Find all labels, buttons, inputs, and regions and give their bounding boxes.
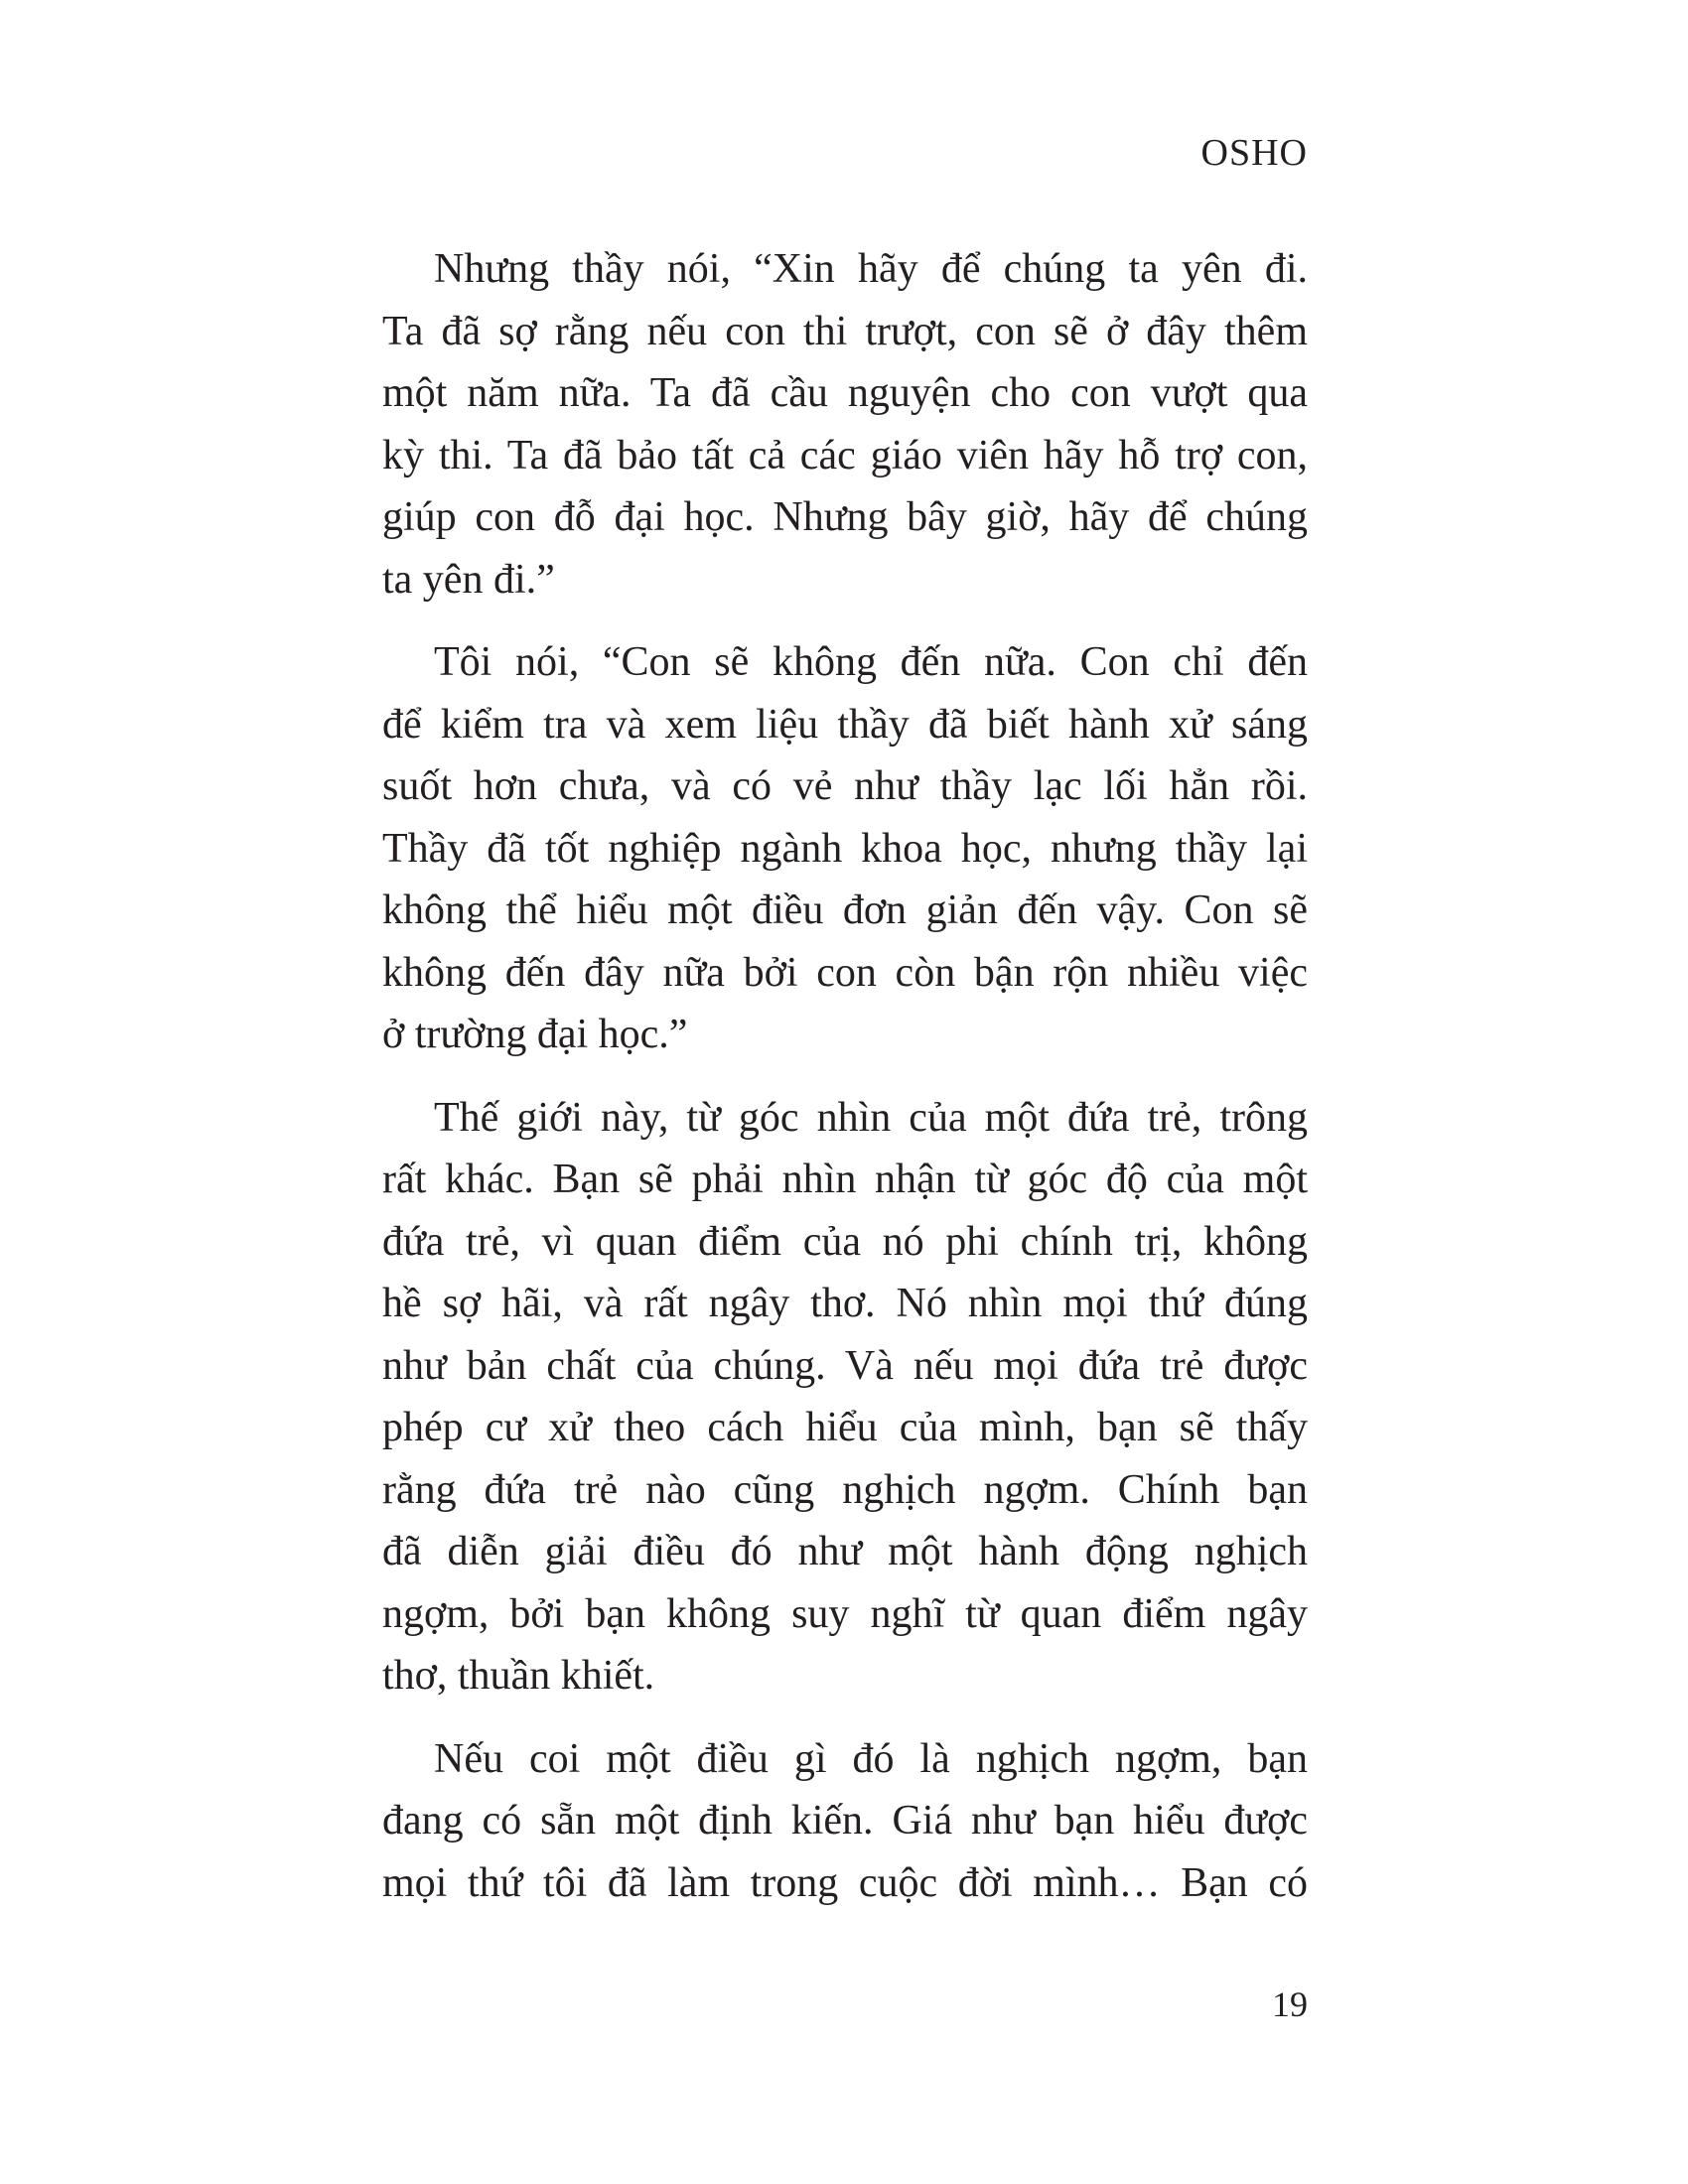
text-line: giúp con đỗ đại học. Nhưng bây giờ, hãy để chúng <box>382 494 1308 540</box>
text-line: ta yên đi.” <box>382 556 555 603</box>
text-line: kỳ thi. Ta đã bảo tất cả các giáo viên hãy hỗ trợ con, <box>382 432 1308 478</box>
text-line: mọi thứ tôi đã làm trong cuộc đời mình… Bạn có <box>382 1859 1308 1906</box>
paragraph <box>382 631 1308 1066</box>
text-line: Tôi nói, “Con sẽ không đến nữa. Con chỉ đến <box>434 639 1308 685</box>
text-line: không thể hiểu một điều đơn giản đến vậy. Con sẽ <box>382 887 1308 933</box>
text-line: đứa trẻ, vì quan điểm của nó phi chính trị, không <box>382 1218 1308 1265</box>
text-line: hề sợ hãi, và rất ngây thơ. Nó nhìn mọi thứ đúng <box>382 1281 1308 1326</box>
text-line: thơ, thuần khiết. <box>382 1653 655 1699</box>
text-line: Nhưng thầy nói, “Xin hãy để chúng ta yên đi. <box>434 246 1308 292</box>
body-text <box>382 238 1308 1935</box>
text-line: rằng đứa trẻ nào cũng nghịch ngợm. Chính bạn <box>382 1466 1308 1513</box>
text-line: rất khác. Bạn sẽ phải nhìn nhận từ góc độ của một <box>382 1157 1308 1202</box>
text-line: suốt hơn chưa, và có vẻ như thầy lạc lối hẳn rồi. <box>382 763 1308 809</box>
text-line: để kiểm tra và xem liệu thầy đã biết hành xử sáng <box>382 701 1308 748</box>
text-line: ngợm, bởi bạn không suy nghĩ từ quan điểm ngây <box>382 1590 1308 1637</box>
paragraph <box>382 238 1308 611</box>
text-line: Thầy đã tốt nghiệp ngành khoa học, nhưng thầy lại <box>382 825 1308 872</box>
paragraph <box>382 1728 1308 1915</box>
text-line: đã diễn giải điều đó như một hành động nghịch <box>382 1529 1308 1574</box>
text-line: đang có sẵn một định kiến. Giá như bạn hiểu được <box>382 1798 1308 1843</box>
text-line: phép cư xử theo cách hiểu của mình, bạn sẽ thấy <box>382 1405 1308 1450</box>
text-line: Thế giới này, từ góc nhìn của một đứa trẻ, trông <box>434 1094 1308 1141</box>
text-line: một năm nữa. Ta đã cầu nguyện cho con vượt qua <box>382 370 1308 416</box>
text-line: không đến đây nữa bởi con còn bận rộn nhiều việc <box>382 949 1308 996</box>
running-header-author: OSHO <box>1200 132 1308 174</box>
paragraph <box>382 1087 1308 1707</box>
text-line: như bản chất của chúng. Và nếu mọi đứa trẻ được <box>382 1342 1308 1389</box>
text-line: Nếu coi một điều gì đó là nghịch ngợm, bạn <box>434 1735 1308 1782</box>
page-number: 19 <box>1272 1984 1308 2024</box>
text-line: ở trường đại học.” <box>382 1012 688 1057</box>
text-line: Ta đã sợ rằng nếu con thi trượt, con sẽ ở đây thêm <box>382 308 1308 354</box>
